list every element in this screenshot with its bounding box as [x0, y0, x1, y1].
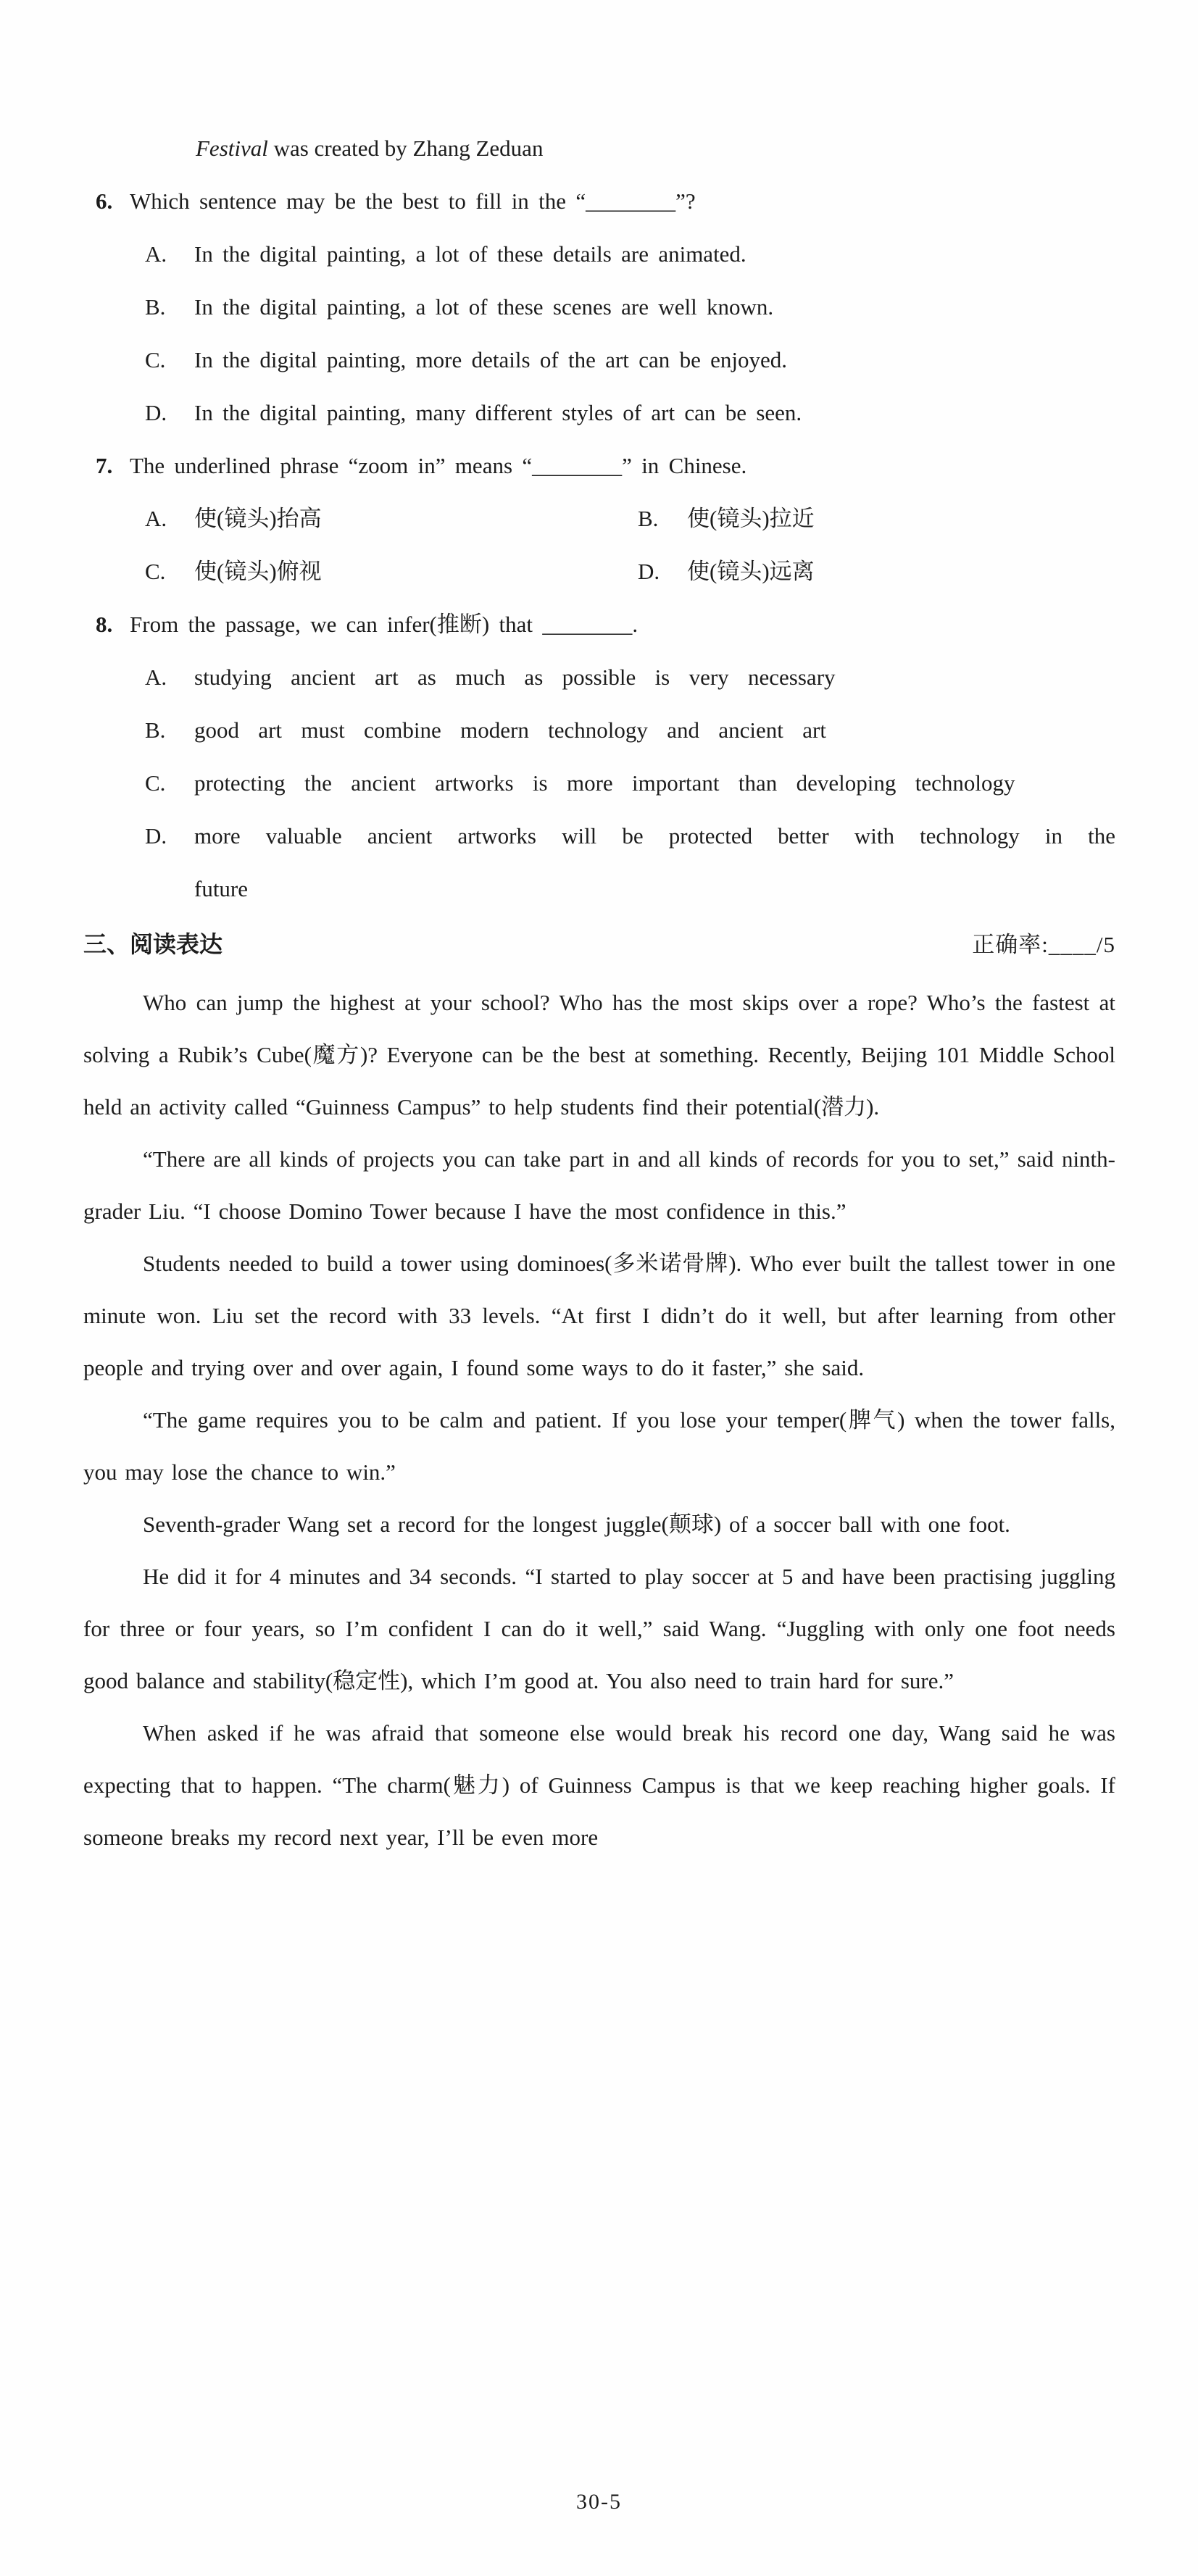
options-grid	[145, 492, 1115, 598]
option-text: 使(镜头)俯视	[194, 559, 322, 584]
option-label: D.	[145, 400, 167, 425]
reading-passage	[83, 977, 1115, 1864]
option-text: In the digital painting, a lot of these scenes are well known.	[194, 294, 774, 320]
option-label: C.	[145, 770, 166, 796]
option-a	[145, 228, 1115, 280]
option-text: studying ancient art as much as possible is very necessary	[194, 664, 836, 690]
question-7	[83, 439, 1115, 598]
question-stem-row	[83, 598, 1115, 651]
page-number: 30-5	[576, 2490, 622, 2514]
page-content	[83, 122, 1115, 1864]
options-list	[145, 228, 1115, 439]
question-number: 8.	[96, 612, 113, 637]
question-stem: The underlined phrase “zoom in” means “________” in Chinese.	[130, 453, 747, 478]
accuracy-score-label: 正确率:____/5	[972, 932, 1115, 957]
option-label: C.	[145, 559, 166, 584]
question-stem-row	[83, 175, 1115, 228]
option-a	[145, 651, 1115, 704]
option-c	[145, 545, 638, 598]
option-label: B.	[145, 294, 166, 320]
option-text: more valuable ancient artworks will be protected better with technology in the future	[194, 823, 1115, 901]
carryover-line	[196, 122, 1115, 175]
option-text: In the digital painting, more details of the art can be enjoyed.	[194, 347, 788, 372]
option-label: B.	[638, 506, 659, 531]
section-header	[83, 918, 1115, 971]
questions-block	[83, 175, 1115, 915]
option-b	[638, 492, 1115, 545]
question-stem: From the passage, we can infer(推断) that ________.	[130, 612, 638, 637]
option-text: protecting the ancient artworks is more important than developing technology	[194, 770, 1015, 796]
option-label: D.	[638, 559, 660, 584]
option-text: 使(镜头)远离	[687, 559, 815, 584]
option-text: 使(镜头)拉近	[687, 506, 815, 531]
section-title: 三、阅读表达	[83, 931, 223, 957]
option-text: 使(镜头)抬高	[194, 506, 322, 531]
question-stem: Which sentence may be the best to fill in the “________”?	[130, 188, 696, 214]
passage-paragraph: He did it for 4 minutes and 34 seconds. “I started to play soccer at 5 and have been practising juggling for three or four years, so I’m confident I can do it well,” said Wang. “Juggling with only one foot needs good balance and stability(稳定性), which I’m good at. You also need to train hard for sure.”	[83, 1564, 1115, 1693]
question-number: 7.	[96, 453, 113, 478]
option-label: A.	[145, 506, 167, 531]
option-a	[145, 492, 638, 545]
question-stem-row	[83, 439, 1115, 492]
passage-paragraph: “There are all kinds of projects you can take part in and all kinds of records for you to set,” said ninth-grader Liu. “I choose Domino Tower because I have the most confidence in this.”	[83, 1146, 1115, 1224]
passage-paragraph: “The game requires you to be calm and patient. If you lose your temper(脾气) when the tower falls, you may lose the chance to win.”	[83, 1407, 1115, 1485]
option-text: In the digital painting, many different styles of art can be seen.	[194, 400, 802, 425]
option-text: In the digital painting, a lot of these details are animated.	[194, 241, 746, 267]
option-b	[145, 280, 1115, 333]
passage-paragraph: Students needed to build a tower using dominoes(多米诺骨牌). Who ever built the tallest tower in one minute won. Liu set the record with 33 levels. “At first I didn’t do it well, but after learning from other people and trying over and over again, I found some ways to do it faster,” she said.	[83, 1251, 1115, 1380]
carryover-rest: was created by Zhang Zeduan	[267, 136, 544, 161]
option-label: B.	[145, 717, 166, 743]
passage-paragraph: Who can jump the highest at your school? Who has the most skips over a rope? Who’s the fastest at solving a Rubik’s Cube(魔方)? Everyone can be the best at something. Recently, Beijing 101 Middle School held an activity called “Guinness Campus” to help students find their potential(潜力).	[83, 990, 1115, 1120]
question-6	[83, 175, 1115, 439]
option-c	[145, 756, 1115, 809]
passage-paragraph: Seventh-grader Wang set a record for the longest juggle(颠球) of a soccer ball with one foot.	[143, 1512, 1010, 1537]
option-label: A.	[145, 241, 167, 267]
option-label: D.	[145, 823, 167, 849]
option-d	[145, 809, 1115, 915]
passage-paragraph: When asked if he was afraid that someone else would break his record one day, Wang said he was expecting that to happen. “The charm(魅力) of Guinness Campus is that we keep reaching higher goals. If someone breaks my record next year, I’ll be even more	[83, 1720, 1115, 1850]
options-list	[145, 651, 1115, 915]
option-d	[145, 386, 1115, 439]
option-label: C.	[145, 347, 166, 372]
option-b	[145, 704, 1115, 756]
question-number: 6.	[96, 188, 113, 214]
painting-title-text: Festival	[196, 136, 268, 161]
option-c	[145, 333, 1115, 386]
option-text: good art must combine modern technology and ancient art	[194, 717, 826, 743]
option-d	[638, 545, 1115, 598]
option-label: A.	[145, 664, 167, 690]
question-8	[83, 598, 1115, 915]
